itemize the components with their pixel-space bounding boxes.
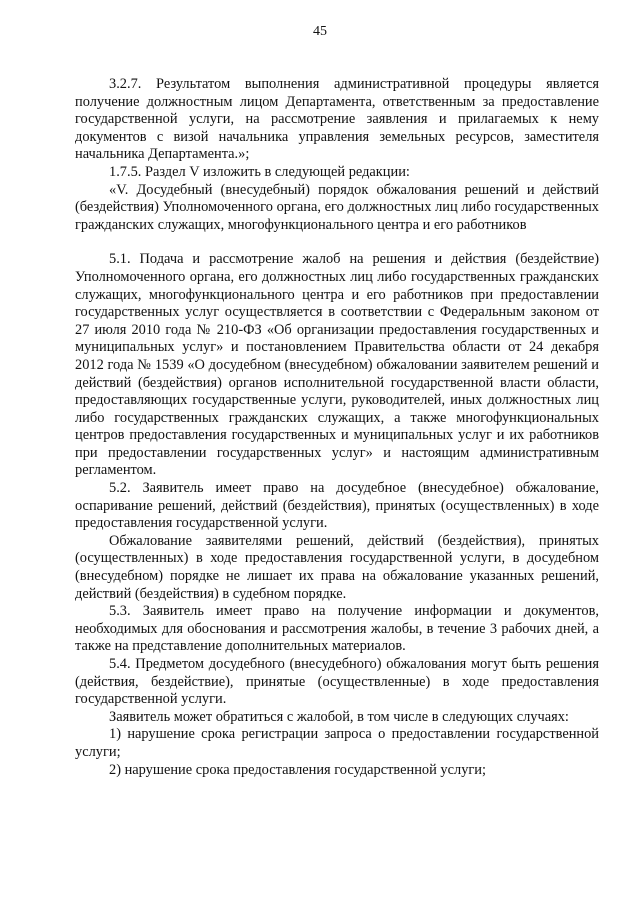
page-number: 45 <box>313 24 327 39</box>
paragraph-3-2-7: 3.2.7. Результатом выполнения административной процедуры является получение должностным лицом Департамента, ответственным за предоставление государственной услуги, на рассмотрение заявления и прилагаемых к нему документов с визой начальника управления земельных ресурсов, заместителя начальника Департамента.»; <box>75 76 599 163</box>
paragraph-5-1: 5.1. Подача и рассмотрение жалоб на решения и действия (бездействие) Уполномоченного органа, его должностных лиц либо государственных гражданских служащих, многофункционального центра и его работников при предоставлении государственных услуг осуществляется в соответствии с Федеральным законом от 27 июля 2010 года № 210-ФЗ «Об организации предоставления государственных и муниципальных услуг» и постановлением Правительства области от 24 декабря 2012 года № 1539 «О досудебном (внесудебном) обжаловании заявителем решений и действий (бездействия) органов исполнительной государственной власти области, предоставляющих государственные услуги, руководителей, иных должностных лиц либо государственных гражданских служащих, а также многофункциональных центров предоставления государственных и муниципальных услуг и их работников при предоставлении государственных услуг» и настоящим административным регламентом. <box>75 251 599 479</box>
section-v-title: «V. Досудебный (внесудебный) порядок обжалования решений и действий (бездействия) Уполномоченного органа, его должностных лиц либо государственных гражданских служащих, многофункционального центра и его работников <box>75 181 599 233</box>
paragraph-cases-intro: Заявитель может обратиться с жалобой, в том числе в следующих случаях: <box>109 708 569 725</box>
paragraph-1-7-5: 1.7.5. Раздел V изложить в следующей редакции: <box>109 163 410 180</box>
list-item-1: 1) нарушение срока регистрации запроса о предоставлении государственной услуги; <box>75 726 599 760</box>
paragraph-5-2: 5.2. Заявитель имеет право на досудебное (внесудебное) обжалование, оспаривание решений, действий (бездействия), принятых (осуществленных) в ходе предоставления государственной услуги. <box>75 480 599 532</box>
list-item-2: 2) нарушение срока предоставления государственной услуги; <box>109 761 486 778</box>
document-body <box>75 76 599 779</box>
paragraph-5-4: 5.4. Предметом досудебного (внесудебного) обжалования могут быть решения (действия, бездействие), принятые (осуществленные) в ходе предоставления государственной услуги. <box>75 656 599 708</box>
paragraph-5-3: 5.3. Заявитель имеет право на получение информации и документов, необходимых для обоснования и рассмотрения жалобы, в течение 3 рабочих дней, а также на представление дополнительных материалов. <box>75 603 599 655</box>
section-gap <box>75 234 599 251</box>
paragraph-appeal: Обжалование заявителями решений, действий (бездействия), принятых (осуществленных) в ходе предоставления государственной услуги, в досудебном (внесудебном) порядке не лишает их права на обжалование указанных решений, действий (бездействия) в судебном порядке. <box>75 532 599 602</box>
